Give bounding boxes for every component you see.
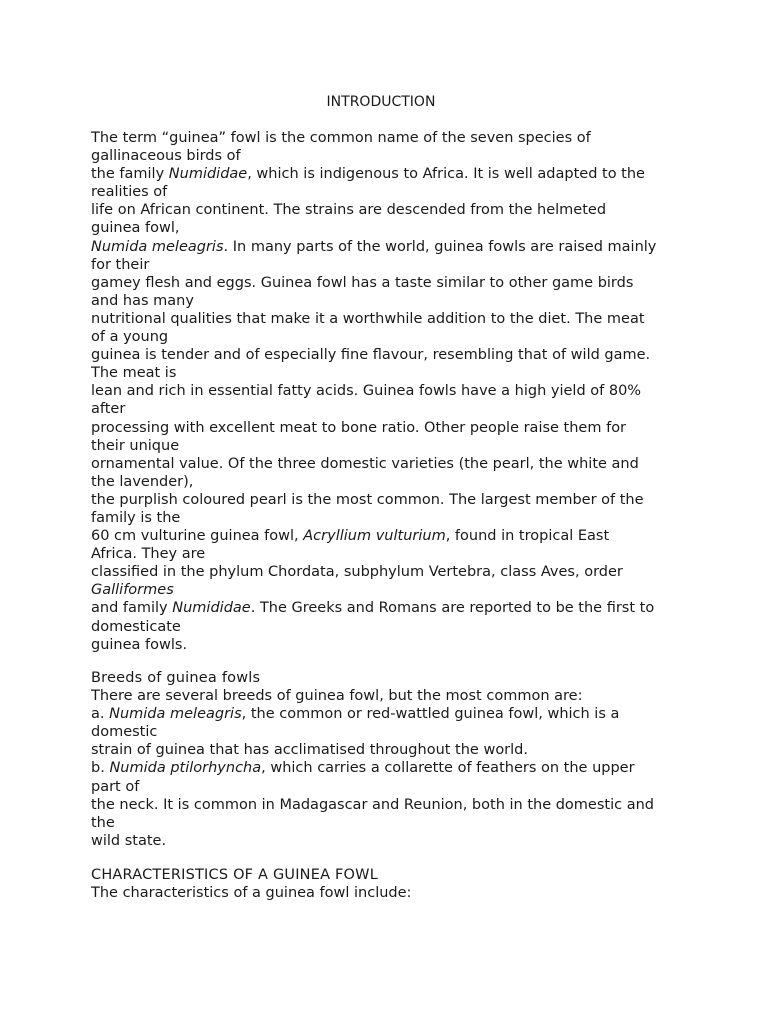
text-line: Africa. They are <box>91 546 206 563</box>
text-run: , which is indigenous to Africa. It is well adapted to the <box>247 166 645 183</box>
text-line <box>91 705 731 723</box>
text-line: guinea fowls. <box>91 636 188 653</box>
section-heading: Breeds of guinea fowls <box>91 670 261 686</box>
species-name: Numididae <box>168 166 248 183</box>
text-line: lean and rich in essential fatty acids. Guinea fowls have a high yield of 80% <box>91 383 642 400</box>
list-marker: a. <box>91 706 110 723</box>
text-line <box>91 238 731 256</box>
text-line: wild state. <box>91 832 167 849</box>
order-name: Galliformes <box>91 582 174 599</box>
text-line: realities of <box>91 184 168 201</box>
text-run: . The Greeks and Romans are reported to be the first to <box>250 600 655 617</box>
page-title: INTRODUCTION <box>326 94 436 110</box>
text-line: strain of guinea that has acclimatised throughout the world. <box>91 742 528 759</box>
text-line <box>91 599 731 617</box>
text-line: domestic <box>91 724 158 741</box>
breeds-section <box>91 669 731 850</box>
text-line: The meat is <box>91 365 177 382</box>
text-line: nutritional qualities that make it a worthwhile addition to the diet. The meat <box>91 310 645 327</box>
section-heading: CHARACTERISTICS OF A GUINEA FOWL <box>91 867 378 883</box>
text-line: their unique <box>91 437 180 454</box>
text-line: guinea fowl, <box>91 220 180 237</box>
text-line <box>91 581 731 599</box>
text-line: gallinaceous birds of <box>91 148 241 165</box>
text-line: of a young <box>91 329 169 346</box>
species-name: Numida ptilorhyncha <box>109 760 262 777</box>
text-line: after <box>91 401 126 418</box>
text-line: domesticate <box>91 618 181 635</box>
text-line: life on African continent. The strains are descended from the helmeted <box>91 202 607 219</box>
species-name: Numida meleagris <box>109 706 242 723</box>
text-line: the <box>91 814 115 831</box>
text-run: and family <box>91 600 173 617</box>
text-line: the purplish coloured pearl is the most common. The largest member of the <box>91 491 644 508</box>
text-line: processing with excellent meat to bone ratio. Other people raise them for <box>91 419 627 436</box>
text-line: The term “guinea” fowl is the common name of the seven species of <box>91 130 591 146</box>
text-run: , the common or red-wattled guinea fowl, which is a <box>241 706 620 723</box>
text-line: the neck. It is common in Madagascar and Reunion, both in the domestic and <box>91 796 654 813</box>
text-line <box>91 165 731 183</box>
text-line: classified in the phylum Chordata, subphylum Vertebra, class Aves, order <box>91 564 623 581</box>
species-name: Numida meleagris <box>91 238 224 255</box>
text-line <box>91 527 731 545</box>
text-line: and has many <box>91 292 194 309</box>
intro-paragraph <box>91 129 731 654</box>
text-run: , which carries a collarette of feathers on the upper <box>261 760 635 777</box>
family-name: Numididae <box>172 600 251 617</box>
text-run: the family <box>91 166 169 183</box>
text-run: , found in tropical East <box>445 528 610 545</box>
text-run: . In many parts of the world, guinea fowls are raised mainly <box>223 238 657 255</box>
text-run: 60 cm vulturine guinea fowl, <box>91 528 304 545</box>
text-line: the lavender), <box>91 473 194 490</box>
list-marker: b. <box>91 760 110 777</box>
text-line: gamey flesh and eggs. Guinea fowl has a taste similar to other game birds <box>91 274 634 291</box>
characteristics-section <box>91 866 731 902</box>
text-line <box>91 759 731 777</box>
text-line: part of <box>91 778 140 795</box>
text-line: for their <box>91 256 150 273</box>
text-line: ornamental value. Of the three domestic varieties (the pearl, the white and <box>91 455 639 472</box>
text-line: There are several breeds of guinea fowl, but the most common are: <box>91 688 583 705</box>
text-line: The characteristics of a guinea fowl include: <box>91 885 412 902</box>
text-line: guinea is tender and of especially fine flavour, resembling that of wild game. <box>91 347 651 364</box>
text-line: family is the <box>91 509 181 526</box>
species-name: Acryllium vulturium <box>303 528 446 545</box>
